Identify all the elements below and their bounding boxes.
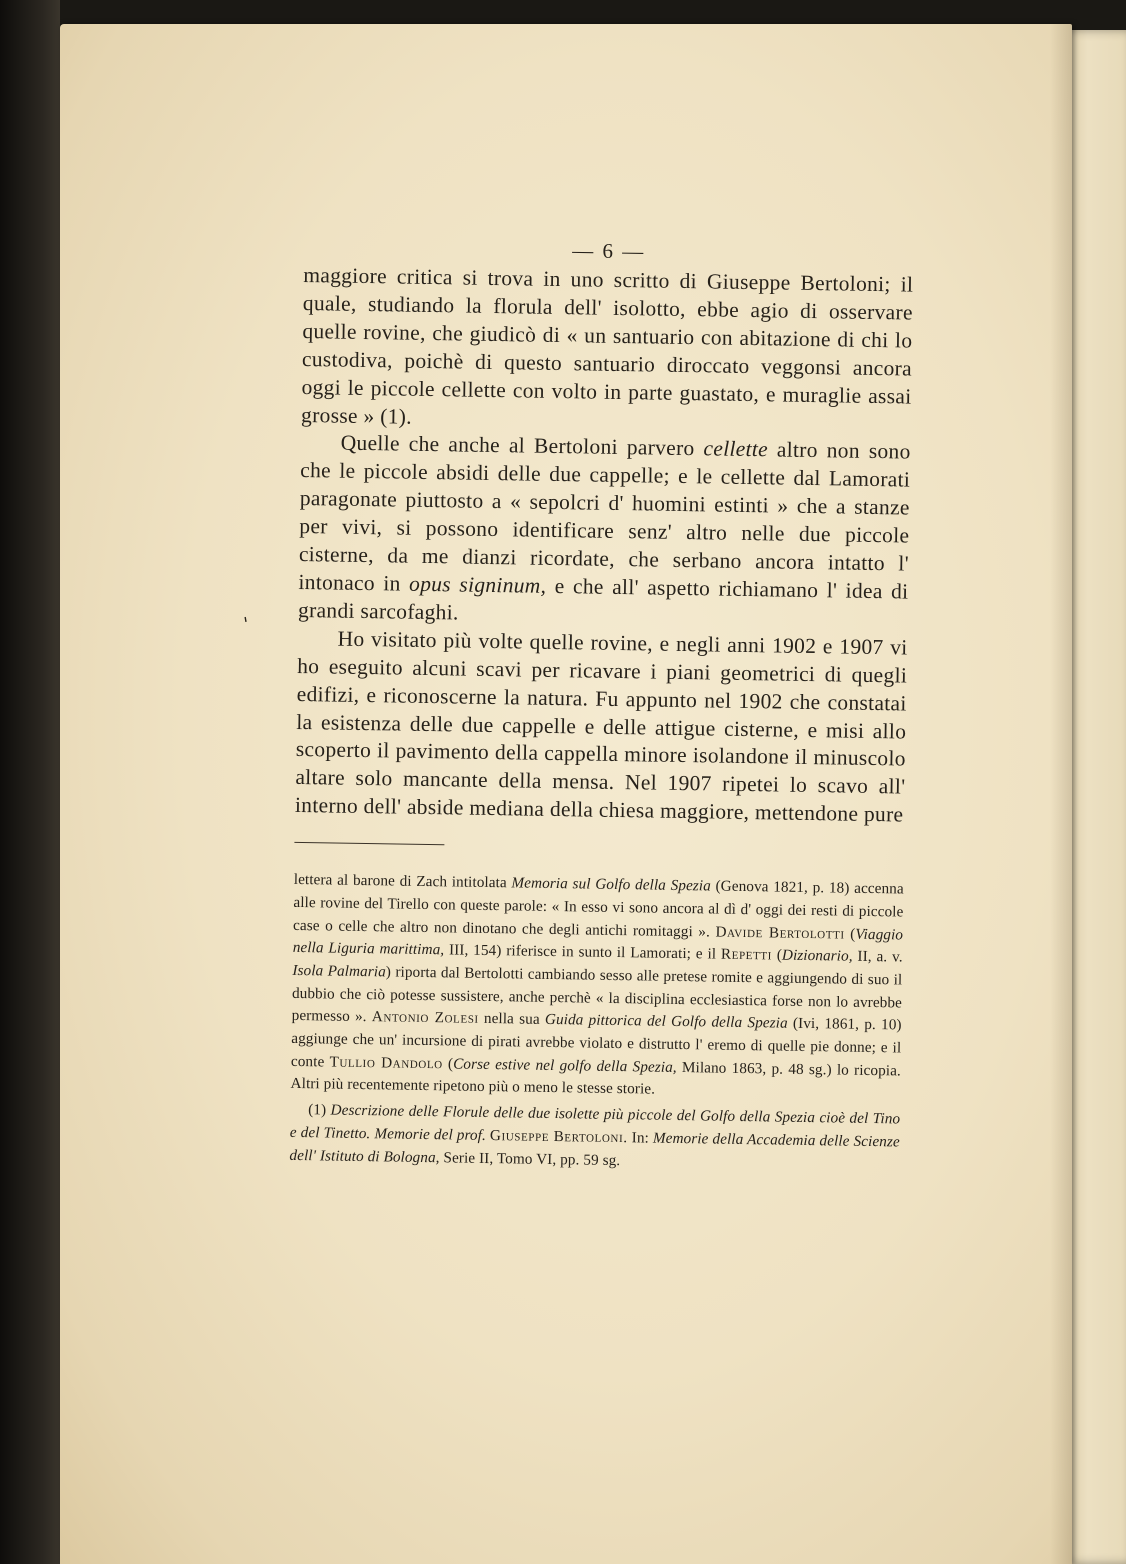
stray-ink-mark: ' — [242, 613, 251, 636]
footnote-text: Milano 1863, p. 48 sg.) lo ricopia. Altri più recentemente ripetono più o meno le stesse storie. — [290, 1058, 902, 1099]
footnote-author: Tullio Dandolo — [329, 1053, 443, 1073]
footnote-author: Giuseppe Bertoloni. — [489, 1126, 628, 1147]
paragraph-3 — [295, 625, 908, 830]
scan-background-edge — [0, 0, 60, 1564]
footnote-text: ( — [844, 925, 856, 943]
footnote-text: In: — [627, 1129, 654, 1147]
footnote-text: II, a. v. — [852, 947, 903, 966]
text-block — [289, 232, 914, 1177]
page-number: — 6 — — [572, 238, 646, 264]
footnote-title: Memorie della Accademia delle Scienze dell' Istituto di Bologna, — [289, 1129, 900, 1166]
paragraph-2-text-c: altro non sono che le piccole absidi delle due cappelle; e le cellette dal Lamorati paragonate piuttosto a « sepolcri d' huomini estinti » che a stanze per vivi, si possono identificare senz' altro nelle due piccole cisterne, da me dianzi ricordate, che serbano ancora intatto l' intonaco in — [298, 437, 911, 596]
footnote-text: ( — [442, 1055, 454, 1073]
footnote-author: Davide Bertolotti — [715, 923, 845, 943]
paragraph-2-italic-cellette: cellette — [703, 436, 769, 462]
footnote-text: (Ivi, 1861, p. 10) aggiunge che un' incursione di pirati avrebbe violato e distrutto l' eremo di quelle pie donne; e il conte — [290, 1015, 902, 1071]
footnote-text: ) riporta dal Bertolotti cambiando sesso alle pretese romite e aggiungendo di suo il dubbio che ciò potesse sussistere, anche perchè « la disciplina ecclesiastica forse non lo avrebbe permesso ». — [291, 963, 903, 1026]
paragraph-3-text: Ho visitato più volte quelle rovine, e negli anni 1902 e 1907 vi ho eseguito alcuni scavi per ricavare i piani geometrici di quegli edifizi, e riconoscerne la natura. Fu appunto nel 1902 che constatai la esistenza delle due cappelle e delle attigue cisterne, e misi allo scoperto il pavimento della cappella minore isolandone il minuscolo altare solo mancante della mensa. Nel 1907 ripetei lo scavo all' interno dell' abside mediana della chiesa maggiore, mettendone pure — [294, 626, 908, 827]
paragraph-2 — [298, 429, 911, 634]
footnote-text: (Genova 1821, p. 18) accenna alle rovine del Tirello con queste parole: « In esso vi sono ancora al dì d' oggi dei resti di piccole case o celle che altro non dinotano che degli antichi romitaggi ». — [292, 877, 904, 941]
footnote-title: Guida pittorica del Golfo della Spezia — [544, 1011, 788, 1033]
paragraph-1 — [301, 262, 914, 439]
footnote-title: Memoria sul Golfo della Spezia — [511, 874, 712, 895]
footnote-author: Repetti — [720, 945, 773, 964]
footnote-text: ( — [771, 946, 783, 964]
footnote-title: Descrizione delle Florule delle due isolette più piccole del Golfo della Spezia cioè del Tino e del Tinetto. Memorie del prof. — [289, 1101, 901, 1144]
footnote-text: Serie II, Tomo VI, pp. 59 sg. — [439, 1148, 621, 1169]
paragraph-1-text: maggiore critica si trova in uno scritto di Giuseppe Bertoloni; il quale, studiando la florula dell' isolotto, ebbe agio di osservare quelle rovine, che giudicò di « un santuario con abitazione di chi lo custodiva, poichè di questo santuario diroccato veggonsi ancora oggi le piccole cellette con volto in parte guastato, e muraglie assai grosse » (1). — [300, 262, 914, 429]
footnote-title: Viaggio nella Liguria marittima, — [292, 925, 904, 959]
footnote-title: Dizionario, — [781, 946, 853, 965]
footnote-text: nella sua — [478, 1010, 546, 1029]
footnote-title: Isola Palmaria — [292, 961, 386, 981]
footnote-author: Antonio Zolesi — [371, 1008, 479, 1028]
footnote-1 — [289, 1099, 900, 1177]
footnote-separator — [294, 842, 444, 845]
footnote-text: lettera al barone di Zach intitolata — [293, 871, 512, 892]
footnote-continuation — [290, 869, 903, 1106]
paragraph-2-text-a: Quelle che anche al Bertoloni parvero — [340, 431, 704, 461]
footnote-title: Corse estive nel golfo della Spezia, — [453, 1055, 677, 1076]
paragraph-2-italic-opus: opus signinum, — [408, 571, 547, 598]
footnote-marker: (1) — [308, 1101, 331, 1119]
footnote-text: III, 154) riferisce in sunto il Lamorati; e il — [444, 941, 722, 963]
paragraph-2-text-e: e che all' aspetto richiamano l' idea di grandi sarcofaghi. — [297, 573, 909, 625]
